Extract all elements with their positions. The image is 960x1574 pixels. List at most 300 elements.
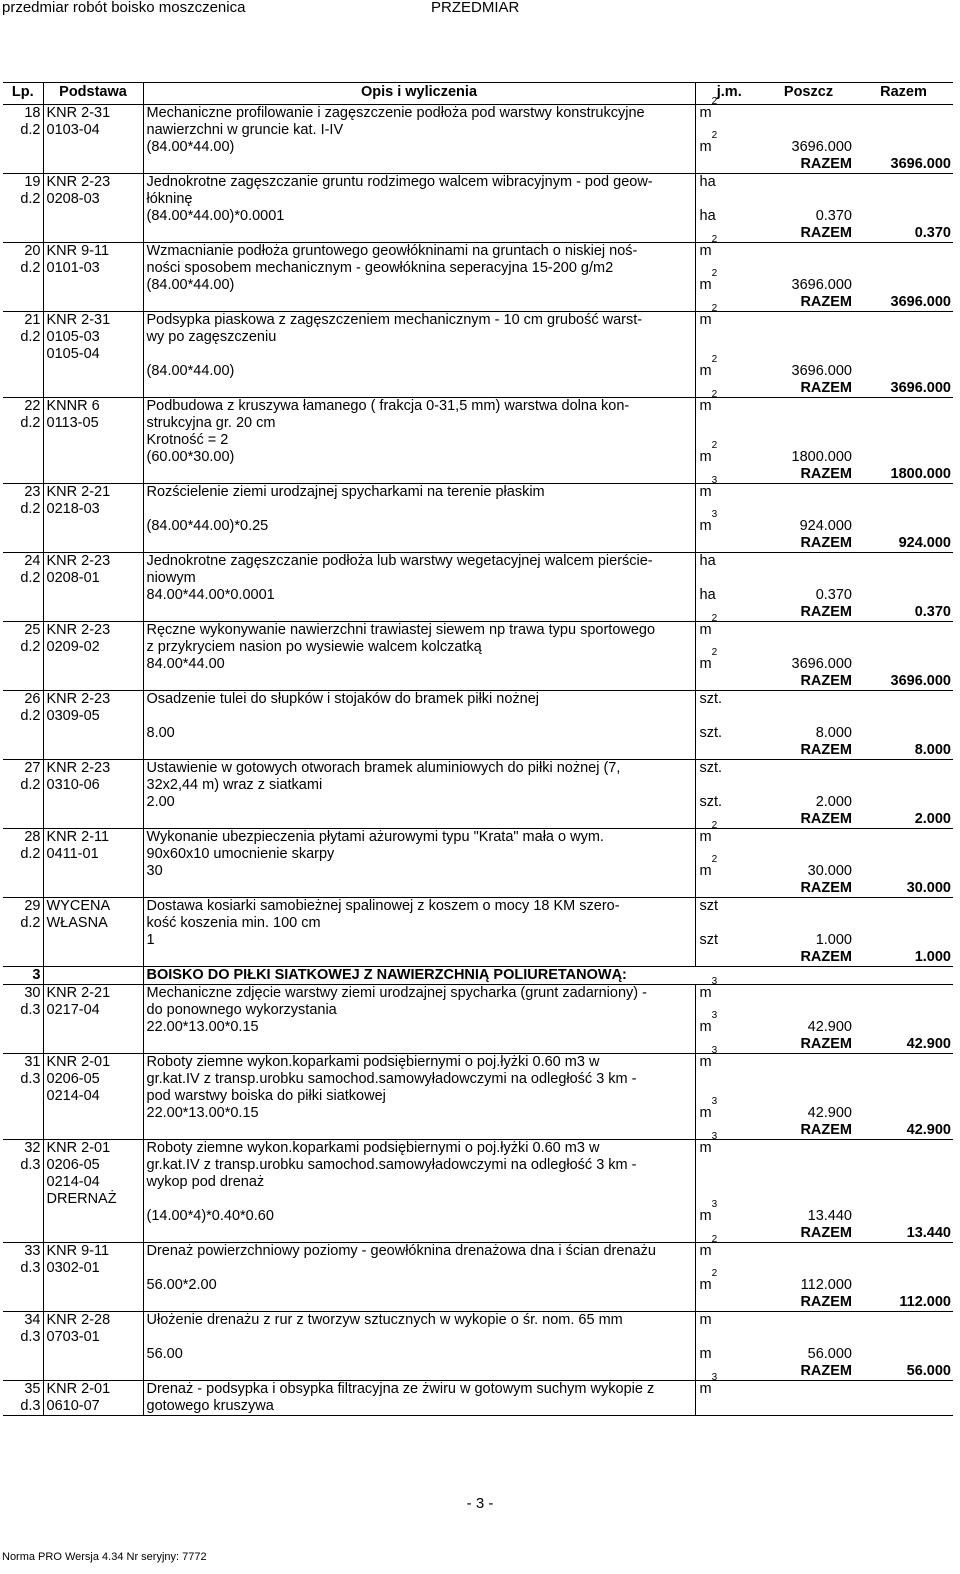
basis-cell: 0208-01 (43, 570, 143, 587)
poszcz-cell (763, 1054, 854, 1072)
razem-cell (854, 208, 953, 225)
table-row (3, 466, 953, 484)
razem-value: 3696.000 (854, 156, 953, 174)
table-row (3, 587, 953, 604)
basis-cell (43, 535, 143, 553)
calculation-cell: (14.00*4)*0.40*0.60 (143, 1208, 695, 1225)
unit-cell (695, 604, 763, 622)
poszcz-cell: 13.440 (807, 1208, 852, 1224)
table-row (3, 156, 953, 174)
description-cell (143, 294, 695, 312)
razem-value: 924.000 (854, 535, 953, 553)
lp-cell: d.2 (20, 415, 41, 431)
poszcz-cell: 42.900 (807, 1105, 852, 1121)
unit-cell (695, 260, 763, 277)
poszcz-cell (763, 708, 854, 725)
table-row (3, 777, 953, 794)
basis-cell (43, 208, 143, 225)
description-cell: ności sposobem mechanicznym - geowłóknina seperacyjna 15-200 g/m2 (143, 260, 695, 277)
basis-cell: DRERNAŻ (43, 1191, 143, 1208)
description-cell (143, 880, 695, 898)
lp-cell (3, 518, 43, 535)
unit-cell: ha (695, 587, 763, 604)
unit-cell (695, 122, 763, 139)
description-cell: gr.kat.IV z transp.urobku samochod.samowyładowczymi na odległość 3 km - (143, 1071, 695, 1088)
unit-cell: $m^2$ (695, 863, 763, 880)
poszcz-cell: 56.000 (807, 1346, 852, 1362)
basis-cell (43, 277, 143, 294)
basis-cell (43, 518, 143, 535)
description-cell (143, 1363, 695, 1381)
lp-cell (3, 604, 43, 622)
basis-cell: KNR 2-23 (43, 691, 143, 709)
description-cell: Jednokrotne zagęszczanie podłoża lub warstwy wegetacyjnej walcem pierście- (143, 553, 695, 571)
table-row (3, 639, 953, 656)
razem-cell (854, 1277, 953, 1294)
description-cell: Dostawa kosiarki samobieżnej spalinowej z koszem o mocy 18 KM szero- (143, 898, 695, 916)
poszcz-cell (763, 243, 854, 261)
razem-value: 3696.000 (854, 294, 953, 312)
table-row (3, 1243, 953, 1261)
page-header (0, 0, 960, 18)
basis-cell: 0703-01 (43, 1329, 143, 1346)
calculation-cell: (84.00*44.00) (143, 139, 695, 156)
poszcz-cell: 112.000 (800, 1277, 852, 1293)
lp-cell (3, 277, 43, 294)
razem-cell (854, 398, 953, 416)
razem-cell (854, 656, 953, 673)
unit-cell (695, 535, 763, 553)
razem-cell (854, 1346, 953, 1363)
table-row (3, 329, 953, 346)
lp-cell: d.3 (20, 1002, 41, 1018)
table-row (3, 829, 953, 847)
table-row (3, 863, 953, 880)
table-row (3, 656, 953, 673)
lp-cell: d.2 (20, 122, 41, 138)
calculation-cell: (84.00*44.00) (143, 363, 695, 380)
description-cell (143, 535, 695, 553)
table-row (3, 708, 953, 725)
description-cell (143, 1191, 695, 1208)
poszcz-cell (763, 1329, 854, 1346)
poszcz-cell (763, 1140, 854, 1158)
lp-cell (3, 742, 43, 760)
lp-cell: 27 (24, 760, 41, 776)
lp-cell: 30 (24, 985, 41, 1001)
unit-cell (695, 1071, 763, 1088)
lp-cell (3, 880, 43, 898)
document-title: przedmiar robót boisko moszczenica (2, 0, 246, 16)
basis-cell: 0214-04 (43, 1174, 143, 1191)
table-row (3, 139, 953, 156)
razem-label: RAZEM (763, 466, 854, 484)
unit-cell (695, 949, 763, 967)
table-row (3, 811, 953, 829)
lp-cell (3, 1277, 43, 1294)
calculation-cell: 84.00*44.00*0.0001 (143, 587, 695, 604)
razem-cell (854, 622, 953, 640)
lp-cell (3, 208, 43, 225)
lp-cell: 20 (24, 243, 41, 259)
lp-cell (3, 949, 43, 967)
razem-label: RAZEM (763, 880, 854, 898)
unit-cell: $m^2$ (695, 398, 763, 416)
razem-cell (854, 587, 953, 604)
razem-cell (854, 1208, 953, 1225)
razem-label: RAZEM (763, 949, 854, 967)
poszcz-cell (763, 1381, 854, 1399)
section-spacer (43, 967, 143, 985)
unit-cell (695, 466, 763, 484)
col-header-jm: j.m. (695, 83, 763, 105)
razem-cell (854, 691, 953, 709)
basis-cell: 0218-03 (43, 501, 143, 518)
poszcz-cell (763, 501, 854, 518)
lp-cell (3, 1122, 43, 1140)
table-row (3, 760, 953, 778)
basis-cell: KNR 2-01 (43, 1381, 143, 1399)
unit-cell (695, 639, 763, 656)
description-cell: kość koszenia min. 100 cm (143, 915, 695, 932)
unit-cell (695, 1191, 763, 1208)
section-row (3, 967, 953, 985)
unit-cell: szt (695, 898, 763, 916)
calculation-cell: 56.00*2.00 (143, 1277, 695, 1294)
basis-cell: 0209-02 (43, 639, 143, 656)
unit-cell: $m^2$ (695, 312, 763, 330)
unit-cell: $m^2$ (695, 1243, 763, 1261)
razem-label: RAZEM (763, 742, 854, 760)
lp-cell: 32 (24, 1140, 41, 1156)
description-cell (143, 466, 695, 484)
lp-cell (3, 863, 43, 880)
calculation-cell: (84.00*44.00)*0.25 (143, 518, 695, 535)
razem-label: RAZEM (763, 1036, 854, 1054)
description-cell: 32x2,44 m) wraz z siatkami (143, 777, 695, 794)
basis-cell: KNR 9-11 (43, 1243, 143, 1261)
razem-cell (854, 346, 953, 363)
description-cell (143, 811, 695, 829)
description-cell (143, 156, 695, 174)
razem-cell (854, 312, 953, 330)
description-cell (143, 673, 695, 691)
unit-cell: $m^3$ (695, 1054, 763, 1072)
basis-cell: KNR 2-23 (43, 174, 143, 192)
unit-cell (695, 915, 763, 932)
table-row (3, 570, 953, 587)
basis-cell: KNNR 6 (43, 398, 143, 416)
razem-label: RAZEM (763, 1225, 854, 1243)
col-header-lp: Lp. (3, 83, 43, 105)
description-cell: Drenaż - podsypka i obsypka filtracyjna ze żwiru w gotowym suchym wykopie z (143, 1381, 695, 1399)
col-header-poszcz: Poszcz (763, 83, 854, 105)
table-row (3, 312, 953, 330)
basis-cell: 0105-04 (43, 346, 143, 363)
basis-cell (43, 949, 143, 967)
unit-cell (695, 415, 763, 432)
razem-cell (854, 1191, 953, 1208)
description-cell (143, 501, 695, 518)
unit-cell (695, 1225, 763, 1243)
razem-cell (854, 1054, 953, 1072)
lp-cell (3, 225, 43, 243)
unit-cell: $m^2$ (695, 243, 763, 261)
basis-cell: KNR 2-23 (43, 760, 143, 778)
poszcz-cell: 1.000 (815, 932, 852, 948)
poszcz-cell: 42.900 (807, 1019, 852, 1035)
lp-cell: d.3 (20, 1329, 41, 1345)
razem-cell (854, 1381, 953, 1399)
description-cell: do ponownego wykorzystania (143, 1002, 695, 1019)
lp-cell (3, 673, 43, 691)
lp-cell (3, 1363, 43, 1381)
razem-value: 42.900 (854, 1036, 953, 1054)
razem-cell (854, 1157, 953, 1174)
razem-cell (854, 794, 953, 811)
lp-cell: 26 (24, 691, 41, 707)
razem-value: 3696.000 (854, 673, 953, 691)
poszcz-cell (763, 777, 854, 794)
table-row (3, 1277, 953, 1294)
basis-cell (43, 880, 143, 898)
poszcz-cell (763, 174, 854, 192)
unit-cell (695, 156, 763, 174)
poszcz-cell (763, 415, 854, 432)
calculation-cell: 22.00*13.00*0.15 (143, 1105, 695, 1122)
poszcz-cell (763, 1157, 854, 1174)
razem-value: 2.000 (854, 811, 953, 829)
poszcz-cell: 3696.000 (791, 656, 852, 672)
description-cell: Wykonanie ubezpieczenia płytami ażurowymi typu "Krata" mała o wym. (143, 829, 695, 847)
poszcz-cell: 924.000 (799, 518, 852, 534)
calculation-cell: 1 (143, 932, 695, 949)
razem-cell (854, 1088, 953, 1105)
basis-cell: KNR 2-31 (43, 312, 143, 330)
razem-cell (854, 708, 953, 725)
basis-cell (43, 294, 143, 312)
razem-cell (854, 932, 953, 949)
razem-value: 1800.000 (854, 466, 953, 484)
poszcz-cell (763, 122, 854, 139)
unit-cell: $m^2$ (695, 363, 763, 380)
calculation-cell: 30 (143, 863, 695, 880)
poszcz-cell (763, 432, 854, 449)
lp-cell (3, 932, 43, 949)
basis-cell (43, 139, 143, 156)
table-row (3, 1105, 953, 1122)
calculation-cell: 56.00 (143, 1346, 695, 1363)
basis-cell: WYCENA (43, 898, 143, 916)
lp-cell: d.2 (20, 191, 41, 207)
basis-cell (43, 725, 143, 742)
poszcz-cell (763, 191, 854, 208)
poszcz-cell: 3696.000 (791, 363, 852, 379)
poszcz-cell: 2.000 (815, 794, 852, 810)
table-row (3, 1398, 953, 1416)
col-header-opis: Opis i wyliczenia (143, 83, 695, 105)
basis-cell (43, 1277, 143, 1294)
description-cell: gr.kat.IV z transp.urobku samochod.samowyładowczymi na odległość 3 km - (143, 1157, 695, 1174)
table-row (3, 484, 953, 502)
razem-cell (854, 277, 953, 294)
description-cell: niowym (143, 570, 695, 587)
table-row (3, 415, 953, 432)
lp-cell: 35 (24, 1381, 41, 1397)
poszcz-cell (763, 260, 854, 277)
basis-cell (43, 225, 143, 243)
calculation-cell: 84.00*44.00 (143, 656, 695, 673)
description-cell: strukcyjna gr. 20 cm (143, 415, 695, 432)
lp-cell: d.2 (20, 260, 41, 276)
lp-cell (3, 432, 43, 449)
razem-cell (854, 639, 953, 656)
razem-cell (854, 725, 953, 742)
basis-cell (43, 742, 143, 760)
basis-cell: 0214-04 (43, 1088, 143, 1105)
poszcz-cell (763, 1312, 854, 1330)
lp-cell (3, 449, 43, 466)
razem-cell (854, 985, 953, 1003)
razem-value: 30.000 (854, 880, 953, 898)
basis-cell (43, 380, 143, 398)
table-row (3, 1140, 953, 1158)
razem-label: RAZEM (763, 1122, 854, 1140)
razem-cell (854, 1002, 953, 1019)
lp-cell: d.3 (20, 1260, 41, 1276)
basis-cell: KNR 2-01 (43, 1054, 143, 1072)
razem-cell (854, 243, 953, 261)
unit-cell (695, 432, 763, 449)
unit-cell: $m^2$ (695, 105, 763, 123)
razem-value: 42.900 (854, 1122, 953, 1140)
calculation-cell: 22.00*13.00*0.15 (143, 1019, 695, 1036)
basis-cell: KNR 9-11 (43, 243, 143, 261)
calculation-cell: (60.00*30.00) (143, 449, 695, 466)
table-header-row (3, 83, 953, 105)
lp-cell: 31 (24, 1054, 41, 1070)
unit-cell (695, 1174, 763, 1191)
poszcz-cell (763, 1260, 854, 1277)
unit-cell (695, 570, 763, 587)
poszcz-cell (763, 1088, 854, 1105)
poszcz-cell: 1800.000 (791, 449, 852, 465)
lp-cell (3, 1208, 43, 1225)
lp-cell: 29 (24, 898, 41, 914)
poszcz-cell (763, 898, 854, 916)
razem-label: RAZEM (763, 604, 854, 622)
table-row (3, 535, 953, 553)
razem-cell (854, 1312, 953, 1330)
basis-cell: KNR 2-23 (43, 622, 143, 640)
unit-cell: m (695, 1346, 763, 1363)
poszcz-cell (763, 398, 854, 416)
lp-cell (3, 794, 43, 811)
razem-label: RAZEM (763, 1294, 854, 1312)
description-cell (143, 380, 695, 398)
description-cell: Jednokrotne zagęszczanie gruntu rodzimego walcem wibracyjnym - pod geow- (143, 174, 695, 192)
table-row (3, 380, 953, 398)
razem-cell (854, 915, 953, 932)
table-row (3, 553, 953, 571)
basis-cell (43, 363, 143, 380)
razem-value: 13.440 (854, 1225, 953, 1243)
unit-cell: $m^2$ (695, 139, 763, 156)
lp-cell (3, 1294, 43, 1312)
document-type: PRZEDMIAR (431, 0, 520, 16)
poszcz-cell (763, 484, 854, 502)
table-row (3, 880, 953, 898)
unit-cell (695, 1260, 763, 1277)
basis-cell (43, 1225, 143, 1243)
calculation-cell: (84.00*44.00) (143, 277, 695, 294)
section-title: BOISKO DO PIŁKI SIATKOWEJ Z NAWIERZCHNIĄ POLIURETANOWĄ: (143, 967, 953, 985)
razem-label: RAZEM (763, 380, 854, 398)
description-cell (143, 742, 695, 760)
poszcz-cell (763, 622, 854, 640)
lp-cell (3, 363, 43, 380)
table-row (3, 243, 953, 261)
basis-cell: 0206-05 (43, 1071, 143, 1088)
basis-cell (43, 449, 143, 466)
table-row (3, 1329, 953, 1346)
basis-cell (43, 1363, 143, 1381)
table-row (3, 1191, 953, 1208)
table-row (3, 1122, 953, 1140)
unit-cell (695, 225, 763, 243)
razem-label: RAZEM (763, 673, 854, 691)
razem-value: 0.370 (854, 604, 953, 622)
lp-cell (3, 1019, 43, 1036)
lp-cell: 22 (24, 398, 41, 414)
description-cell: Podsypka piaskowa z zagęszczeniem mechanicznym - 10 cm grubość warst- (143, 312, 695, 330)
lp-cell (3, 139, 43, 156)
razem-cell (854, 1071, 953, 1088)
table-row (3, 1363, 953, 1381)
lp-cell: 25 (24, 622, 41, 638)
description-cell (143, 1036, 695, 1054)
lp-cell (3, 1174, 43, 1191)
table-row (3, 949, 953, 967)
table-row (3, 225, 953, 243)
basis-cell: KNR 2-23 (43, 553, 143, 571)
razem-cell (854, 329, 953, 346)
razem-cell (854, 432, 953, 449)
software-version: Norma PRO Wersja 4.34 Nr seryjny: 7772 (2, 1551, 207, 1563)
lp-cell (3, 1225, 43, 1243)
razem-label: RAZEM (763, 294, 854, 312)
unit-cell: szt (695, 932, 763, 949)
page-number: - 3 - (466, 1495, 494, 1512)
table-row (3, 105, 953, 123)
basis-cell (43, 466, 143, 484)
lp-cell (3, 294, 43, 312)
table-row (3, 501, 953, 518)
unit-cell: ha (695, 208, 763, 225)
basis-cell (43, 604, 143, 622)
razem-cell (854, 191, 953, 208)
razem-label: RAZEM (763, 811, 854, 829)
razem-value: 1.000 (854, 949, 953, 967)
poszcz-cell: 8.000 (815, 725, 852, 741)
razem-cell (854, 415, 953, 432)
unit-cell: $m^3$ (695, 1140, 763, 1158)
razem-cell (854, 449, 953, 466)
poszcz-cell: 0.370 (815, 587, 852, 603)
basis-cell: 0208-03 (43, 191, 143, 208)
poszcz-cell (763, 105, 854, 123)
unit-cell (695, 191, 763, 208)
